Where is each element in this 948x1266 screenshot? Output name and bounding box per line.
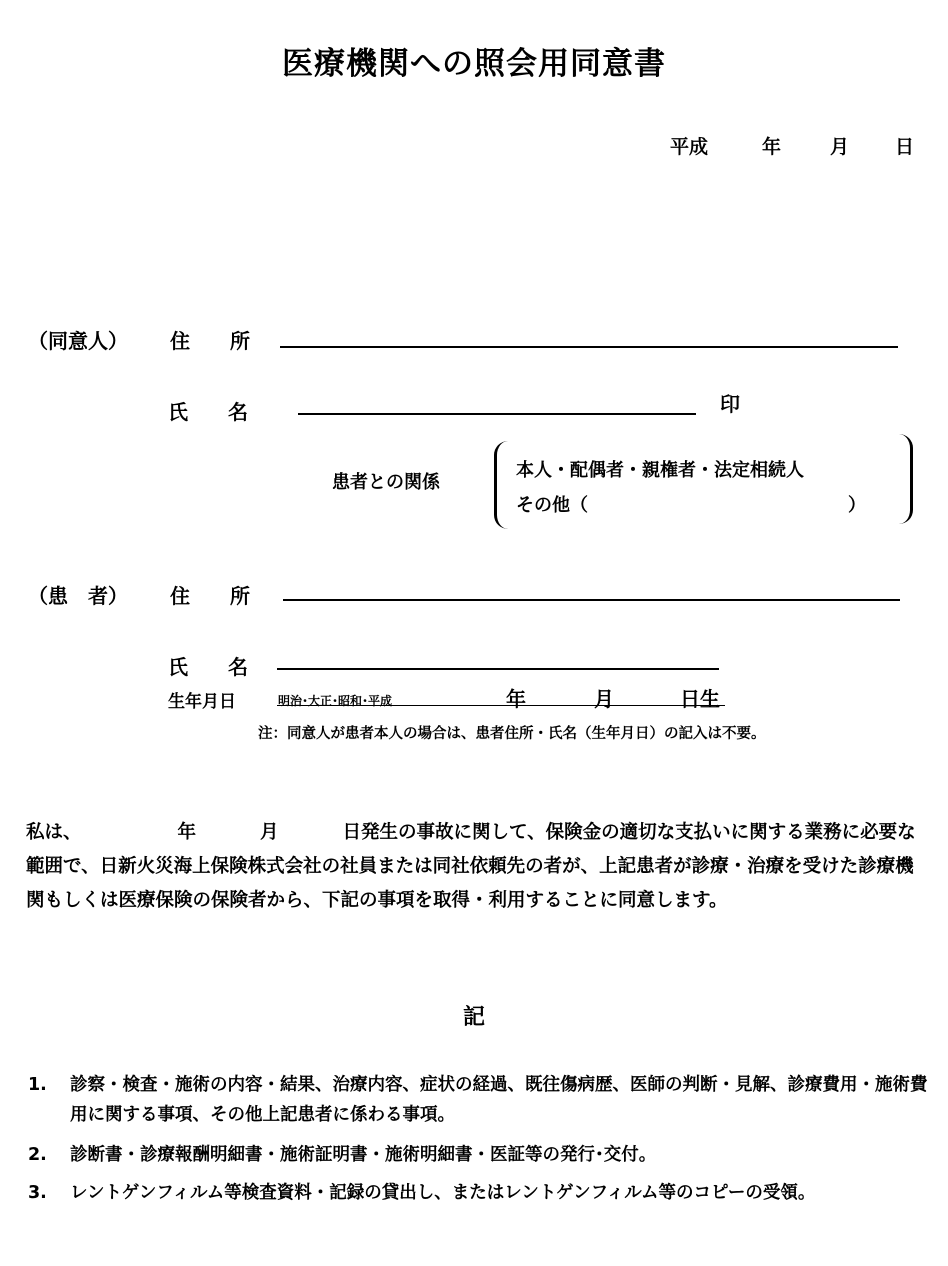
date-day: 日 (895, 136, 915, 158)
consent-paragraph (26, 816, 926, 918)
consenter-tag: （同意人） (28, 329, 128, 353)
list-item (28, 1140, 928, 1170)
list-item-number: 3. (28, 1183, 47, 1203)
patient-address-field[interactable] (283, 599, 900, 601)
birthdate-field[interactable] (277, 705, 725, 706)
list-item-text: レントゲンフィルム等検査資料・記録の貸出し、またはレントゲンフィルム等のコピーの受領。 (70, 1183, 816, 1203)
relation-options[interactable]: 本人・配偶者・親権者・法定相続人 (516, 460, 804, 481)
relation-bracket-right (894, 434, 913, 524)
paragraph-rest: 日発生の事故に関して、保険金の適切な支払いに関する業務に必要な範囲で、日新火災海上保険株式会社の社員または同社依頼先の者が、上記患者が診療・治療を受けた診療機関もしくは医療保険の保険者から、下記の事項を取得・利用することに同意します。 (26, 822, 916, 911)
relation-label: 患者との関係 (332, 472, 440, 493)
list-item (28, 1178, 928, 1208)
consenter-address-label: 住 所 (170, 329, 260, 353)
list-item-number: 1. (28, 1075, 47, 1095)
list-item-number: 2. (28, 1145, 47, 1165)
consenter-name-field[interactable] (298, 413, 696, 415)
paragraph-year-unit: 年 (177, 822, 197, 843)
list-item (28, 1070, 928, 1130)
relation-other-close: ） (848, 495, 866, 516)
birth-year-unit: 年 (506, 687, 526, 711)
list-item-text: 診断書・診療報酬明細書・施術証明書・施術明細書・医証等の発行･交付。 (70, 1145, 657, 1165)
patient-name-field[interactable] (277, 668, 719, 670)
consenter-name-label: 氏 名 (168, 400, 258, 424)
date-era: 平成 (670, 136, 709, 158)
ki-heading: 記 (462, 1005, 485, 1030)
birth-day-unit: 日生 (680, 687, 720, 711)
patient-tag: （患 者） (28, 584, 128, 608)
seal-mark: 印 (720, 392, 740, 416)
consenter-address-field[interactable] (280, 346, 898, 348)
date-year: 年 (762, 136, 782, 158)
relation-bracket-left (494, 441, 513, 529)
patient-note: 注：同意人が患者本人の場合は、患者住所・氏名（生年月日）の記入は不要。 (258, 726, 766, 742)
date-month: 月 (830, 136, 850, 158)
paragraph-month-unit: 月 (260, 822, 279, 843)
patient-name-label: 氏 名 (168, 655, 258, 679)
list-item-text: 診察・検査・施術の内容・結果、治療内容、症状の経過、既往傷病歴、医師の判断・見解、診療費用・施術費用に関する事項、その他上記患者に係わる事項。 (70, 1075, 928, 1125)
birthdate-label: 生年月日 (168, 692, 236, 712)
relation-other[interactable]: その他（ (516, 495, 588, 516)
patient-address-label: 住 所 (170, 584, 260, 608)
document-title: 医療機関への照会用同意書 (282, 46, 666, 82)
paragraph-start: 私は、 (26, 822, 82, 843)
birth-month-unit: 月 (594, 687, 614, 711)
era-options[interactable]: 明治･大正･昭和･平成 (278, 694, 393, 708)
